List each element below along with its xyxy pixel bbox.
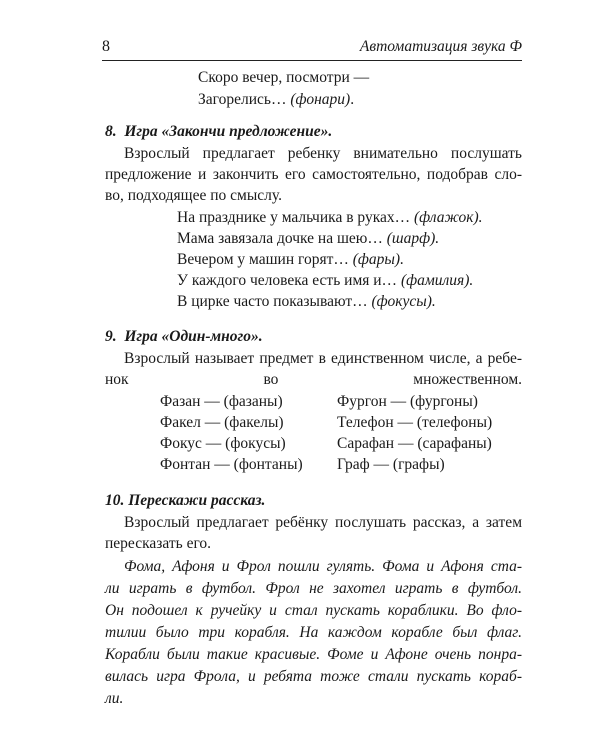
answer: (флажок). [414,209,483,226]
answer: (фары). [352,251,404,268]
instruction-line: предложение и закончить его самостоятельно, подобрав сло- [105,166,522,183]
sentence-item: У каждого человека есть имя и… (фамилия). [177,272,474,289]
word-pair: Граф — (графы) [337,456,445,473]
running-title: Автоматизация звука Ф [359,38,522,55]
instruction-line: нок во множественном. [105,371,522,388]
story-line: Корабли были такие красивые. Фоме и Афоне очень понра- [105,646,522,663]
answer: (фокусы). [371,293,436,310]
answer: (фамилия). [400,272,474,289]
sentence-item: Мама завязала дочке на шею… (шарф). [177,230,440,247]
header-divider [102,60,522,61]
answer: (фонари) [290,91,351,108]
word-pair: Факел — (факелы) [160,414,284,431]
word-pair: Фазан — (фазаны) [160,393,283,410]
word-pair: Сарафан — (сарафаны) [337,435,492,452]
page-number: 8 [102,38,110,55]
story-line: Он подошел к ручейку и стал пускать кораблики. Во фло- [105,602,522,619]
poem-line: Скоро вечер, посмотри — [198,69,370,86]
instruction-line: Взрослый предлагает ребенку внимательно послушать [124,145,522,162]
story-line: вилась игра Фрола, и ребята тоже стали пускать кораб- [105,668,522,685]
instruction-line: Взрослый называет предмет в единственном числе, а ребе- [124,350,522,367]
instruction-line: пересказать его. [105,535,212,552]
word-pair: Фокус — (фокусы) [160,435,286,452]
story-line: тилии было три корабля. На каждом корабле был флаг. [105,624,522,641]
section-heading: 10. Перескажи рассказ. [105,492,266,509]
word-pair: Фонтан — (фонтаны) [160,456,303,473]
instruction-line: Взрослый предлагает ребёнку послушать рассказ, а затем [124,514,522,531]
word-pair: Фургон — (фургоны) [337,393,478,410]
story-line: Фома, Афоня и Фрол пошли гулять. Фома и Афоня ста- [124,558,522,575]
poem-line: Загорелись… (фонари). [198,91,355,108]
sentence-item: Вечером у машин горят… (фары). [177,251,404,268]
section-heading: 9. Игра «Один-много». [105,328,263,345]
answer: (шарф). [386,230,440,247]
sentence-item: В цирке часто показывают… (фокусы). [177,293,436,310]
sentence-item: На празднике у мальчика в руках… (флажок). [177,209,483,226]
word-pair: Телефон — (телефоны) [337,414,493,431]
section-heading: 8. Игра «Закончи предложение». [105,123,333,140]
page-header [102,38,522,62]
story-line: ли играть в футбол. Фрол не захотел играть в футбол. [105,580,522,597]
story-line: ли. [105,690,124,707]
instruction-line: во, подходящее по смыслу. [105,187,282,204]
